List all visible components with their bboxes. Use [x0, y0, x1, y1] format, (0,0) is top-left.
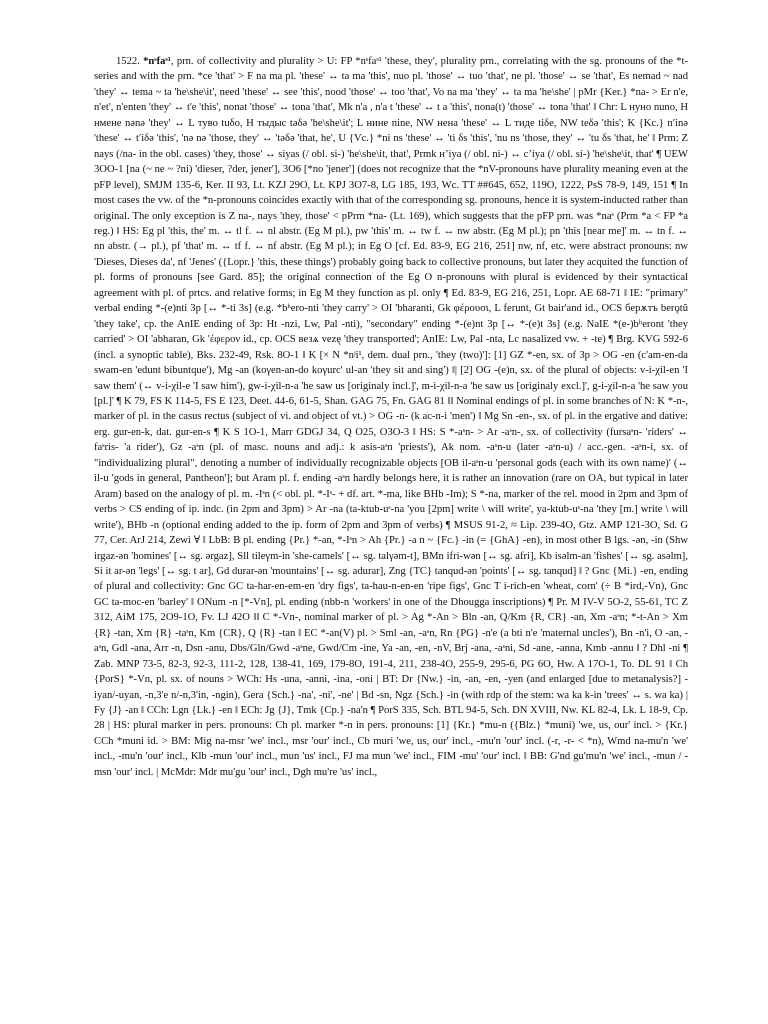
entry-body-text: , prn. of collectivity and plurality > U: FP *nˢfaˢ¹ 'these, they', plurality prn., correlating with the sg. pronouns of the *t-series and with the prn. *ce 'that' > F na ma pl. 'these' ↔ ta ma 'this', nuo pl. 'those' ↔ tuo 'that', ne pl. 'those' ↔ se 'that', Es nemad ~ nad 'they' ↔ tema ~ ta 'he\she\it', need 'these' ↔ see 'this', nood 'those' ↔ too 'that', Vo na ma 'they' ↔ ta ma 'he\she' | pMr {Ker.} *na- > Er n'e, n'et', n'enten 'they' ↔ t'e 'this', nonat 'those' ↔ tona 'that', Mk n'a , n'a t 'these' ↔ t a 'this', nona(t) 'those' ↔ tona 'that' ‖ Chr: L нуно nuno, H нмене nənə 'they' ↔ L туво tuδo, H тыдыс təδə 'he\she\it'; L нине nine, NW нена 'these' ↔ L тиде tiδe, NW teδə 'this'; K {Kc.} nʹinə 'these' ↔ tʹiδə 'this', 'nə nə 'those, they' ↔ 'təδə 'that, he', U {Vc.} *ni ns 'these' ↔ 'ti δs 'this', 'nu ns 'those, they' ↔ 'tu δs 'that, he' ‖ Prm: Z nays (/na- in the obl. cases) 'they, those' ↔ siyas (/ obl. si-) 'he\she\it, that', Prmk нʼiya (/ obl. ni-) ↔ cʼiya (/ obl. si-) 'he\she\it, that' ¶ UEW 3OO-1 [na (~ ne ~ ?ni) 'dieser, ?der, jener'], 3O6 [*no 'jener'] (does not recognize that the *nV-pronouns have plurality meaning even at the pFP level), SMJM 135-6, Ker. II 93, Lt. KZJ 29O, Lt. KPJ 3O7-8, LG 185, 193, Wc. TT ##645, 652, 119O, 1222, PsS 78-9, 149, 151 ¶ In most cases the vw. of the *n-pronouns coincides exactly with that of the corresponding sg. pronouns, hence it is system-inducted rather than original. The only exception is Z na-, nays 'they, those' < pPrm *na- (Lt. 169), which suggests that the pFP prn. was *naˢ (Prm *a < FP *a reg.) ‖ HS: Eg pl 'this, the' m. ↔ tl f. ↔ nl abstr. (Eg M pl.), pw 'this' m. ↔ tw f. ↔ nw abstr. (Eg M pl.); pn 'this [near me]' m. ↔ tn f. ↔ nn abstr. (→ pl.), pf 'that' m. ↔ tf f. ↔ nf abstr. (Eg M pl.); in Eg O [cf. Ed. 83-9, EG 216, 251] nw, nf, etc. were abstract pronouns: nw 'Dieses, Dieses da', nf 'Jenes' ({Lopr.} 'this, these things') probably going back to collective pronouns, but later they acquited the function of pl. forms of pronouns [see Gard. 85]; the original connection of the Eg O n-pronouns with plural is evidenced by their syntactical agreement with pl. of prtcs. and relative forms; in Eg M they function as pl. only ¶ Ed. 83-9, EG 216, 251, Lopr. AE 68-71 ‖ IE: "primary" verbal ending *-(e)nti 3p [↔ *-ti 3s] (e.g. *bʰero-nti 'they carry' > OI 'bharanti, Gk φέρουσι, L ferunt, Gt bair'and id., OCS берѫтъ berǫtŭ 'they take', cp. the AnIE ending of 3p: Ht -nzi, Lw, Pal -nti), "secondary" ending *-(e)nt 3p [↔ *-(e)t 3s] (e.g. NaIE *(e-)bʰeront 'they carried' > OI 'abharan, Gk 'έφερον id., cp. OCS везѧ vezę 'they transported'; AnIE: Lw, Pal -nta, Lc nasalized vw. + -te) ¶ Brg. KVG 592-6 (incl. a synoptic table), Bks. 232-49, Rsk. 8O-1 ‖ K [× N *nʲi¹, dem. dual prn., 'they (two)']: [1] GZ *-en, sx. of 3p > OG -en (c'am-en-da swam-en 'edunt bibuntque'), Mg -an (koγen-an-do koγurc' ul-an 'they sit and sing') ‖| [2] OG -(e)n, sx. of the plural of objects: v-i-χil-en 'I saw them' (↔ v-i-χil-e 'I saw him'), gw-i-χil-n-a 'he saw us [originaly incl.]', m-i-χil-n-a 'he saw us [originaly excl.]', g-i-χil-n-a 'he saw you [pl.]' ¶ K 79, FS K 114-5, FS E 123, Deet. 44-6, 61-5, Shan. GAG 75, Fn. GAG 81 ‖‖ Nominal endings of pl. in some branches of N: K *-n-, marker of pl. in the casus rectus (subject of vi. and object of vt.) > OG -n- (k ac-n-i 'men') ‖ Mg Sn -en-, sx. of pl. in the ergative and dative: erg. gur-en-k, dat. gur-en-s ¶ K S 1O-1, Marr GDGJ 34, Q O25, O3O-3 ‖ HS: S *-aˢn- > Ar -aˢn-, sx. of collectivity (fursaˢn- 'riders' ↔ faˢris- 'a rider'), Gz -aˢn (pl. of masc. nouns and adj.: k asis-aˢn 'priests'), Ak nom. -aˢn-u (later -aˢn-u) / acc.-gen. -aˢn-i, sx. of "individualizing plural", denoting a number of individually recognizable objects [OB il-aˢn-u 'personal gods (each with its own name)' (↔ il-u 'gods in general, Pantheon']; but Aram pl. f. ending -aˢn hardly belongs here, it is rather an innovation (rare on OA, but typical in later Aram) based on the analogy of pl. m. -Iˢn (< obl. pl. *-Iˢ- + df. art. *-ma, like BHb -Im); S *-na, marker of the rel. mood in 2pm and 3pm of verbs > CS ending of ip. indc. (in 2pm and 3pm) > Ar -na (ta-ktub-uˢ-na 'you [2pm] write \ will write', ya-ktub-uˢ-na 'they [m.] write \ will write'), BHb -n (optional ending added to the ip. form of 2pm and 3pm of verbs) ¶ MSUS 91-2, ≈ Lip. 239-4O, Gtz. AMP 121-3O, Sd. G 77, Cer. ArJ 214, Zewi ∀ ‖ LbB: B pl. ending {Pr.} *-an, *-Iˢn > Ah {Pr.} -a n ~ {Fc.} -in (= {GhA} -en), in most other B lgs. -ən, -in (Shw irgaz-ən 'homines' [↔ sg. ərgaz], Sll tileγm-in 'she-camels' [↔ sg. talγəm-t], BMn ifri-wən [↔ sg. afri], Kb isəlm-an 'fishes' [↔ sg. asəlm], Si it ar-ən 'legs' [↔ sg. t ar], Gd durar-ən 'mountains' [↔ sg. adurar], Zng {TC} tanqud-ən 'points' [↔ sg. tanqud] ‖ ? Gnc {Mi.} -en, ending of plural and collectivity: Gnc GC ta-har-en-em-en 'dry figs', ta-hau-n-en-en 'ripe figs', Gnc T i-rich-en 'wheat, corn' (÷ B *ird,-Vn), Gnc GC ta-moc-en 'barley' ‖ ONum -n [*-Vn], pl. ending (nbb-n 'workers' in one of the Dhougga inscriptions) ¶ Pr. M IV-V 5O-2, 55-61, TC Z 312, AiM 175, 2O9-1O, Fv. LJ 42O ‖‖ C *-Vn-, nominal marker of pl. > Ag *-An > Bln -an, Q/Km {R, CR} -an, Xm -aˢn; *-t-An > Xm {R} -tan, Xm {R} -taˢn, Km {CR}, Q {R} -tan ‖ EC *-an(V) pl. > Sml -an, -aˢn, Rn {PG} -n'e (a bti n'e 'maternal uncles'), Bn -n'i, O -an, -aˢn, Gdl -ana, Arr -n, Dsn -anu, Dbs/Gln/Gwd -aˢne, Gwd/Cm -ine, Ya -an, -en, -nV, Brj -ana, -aˢni, Sd -ane, -anna, Kmb -annu ‖ ? Dhl -ni ¶ Zab. MNP 73-5, 82-3, 92-3, 111-2, 128, 138-41, 169, 179-8O, 191-4, 211, 238-4O, 255-9, 295-6, PG 6O, Hw. A 17O-1, To. DL 91 ‖ Ch {PorS} *-Vn, pl. sx. of nouns > WCh: Hs -una, -anni, -ina, -oni | BT: Dr {Nw.} -in, -an, -en, -yen (and enlarged [due to metanalysis?] -iyan/-uyan, -n,3'e n/-n,3'in, -ngin), Gera {Sch.} -na', -ni', -ne' | Bd -sn, Ngz {Sch.} -in (with rdp of the stem: wa ka k-in 'trees' ↔ s. wa ka) | Fy {J} -an ‖ CCh: Lgn {Lk.} -en ‖ ECh: Jg {J}, Tmk {Cp.} -na'n ¶ PorS 335, Sch. BTL 94-5, Sch. DN XVIII, Nw. KL 82-4, Lk. L 18-9, Cp. 28 | HS: plural marker in pers. pronouns: Ch pl. marker *-n in pers. pronouns: [1] {Kr.} *mu-n ({Blz.} *muni) 'we, us, our' incl. > {Kr.} CCh *muni id. > BM: Mig na-msr 'we' incl., msr 'our' incl., Cb muri 'we, us, our' incl., -mu'n 'our' incl. (-r, -r- < *n), Wmd na-mu'n 'we' incl., -mu'n 'our' incl., Klb -mun 'our' incl., mun 'us' incl., FJ ma mun 'we' incl., FIM -mu' 'our' incl. ‖ BB: G'nd gu'mu'n 'we' incl., -mun / -msn 'our' incl. | McMdr: Mdr mu'gu 'our' incl., Dgh mu're 'us' incl., [94, 56, 688, 778]
dictionary-entry-1522 [94, 54, 688, 780]
dictionary-page [94, 54, 688, 780]
entry-number: 1522. [116, 56, 140, 67]
entry-headword: *nˢfaˢ¹ [143, 56, 171, 67]
